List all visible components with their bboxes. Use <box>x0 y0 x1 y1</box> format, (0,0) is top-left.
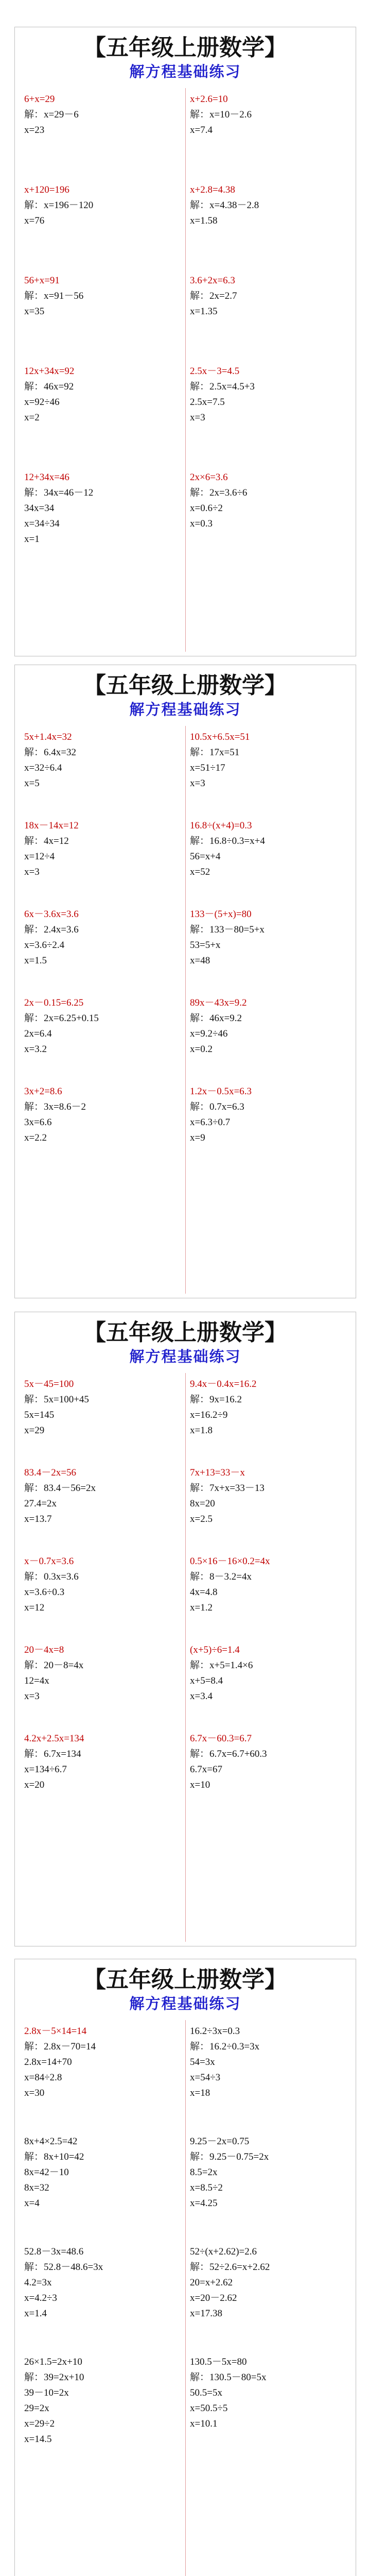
solution-step: x=3.2 <box>24 1044 47 1055</box>
problem-grid <box>24 2024 356 2447</box>
problem-right <box>190 2024 351 2101</box>
solution-step: x=4 <box>24 2198 40 2209</box>
solution-step: x=10.1 <box>190 2418 218 2429</box>
solution-step: x=35 <box>24 306 45 317</box>
solution-step: 20=x+2.62 <box>190 2277 233 2288</box>
solution-step: 解：133－80=5+x <box>190 924 265 935</box>
solution-step: 解：x=196－120 <box>24 200 94 211</box>
solution-step: x=7.4 <box>190 125 213 135</box>
equation: 2x－0.15=6.25 <box>24 997 84 1008</box>
solution-step: 解：9.25－0.75=2x <box>190 2151 269 2162</box>
solution-step: x=0.3 <box>190 518 213 529</box>
solution-step: 解：130.5－80=5x <box>190 2372 267 2383</box>
page-title: 【五年级上册数学】 <box>83 672 287 699</box>
solution-step: 解：16.8÷0.3=x+4 <box>190 836 265 846</box>
solution-step: x=76 <box>24 215 45 226</box>
equation: 1.2x－0.5x=6.3 <box>190 1086 252 1097</box>
solution-step: 解：17x=51 <box>190 747 240 758</box>
solution-step: 8x=42－10 <box>24 2167 69 2178</box>
problem-left <box>24 273 186 319</box>
solution-step: 解：x=29－6 <box>24 109 79 120</box>
solution-step: x=13.7 <box>24 1514 52 1524</box>
solution-step: x=1.8 <box>190 1425 213 1436</box>
solution-step: 解：34x=46－12 <box>24 487 94 498</box>
problem-left <box>24 1554 186 1616</box>
solution-step: 8.5=2x <box>190 2167 218 2178</box>
problem-left <box>24 730 186 791</box>
solution-step: 4.2=3x <box>24 2277 52 2288</box>
solution-step: x=0.6÷2 <box>190 503 223 514</box>
problem-left <box>24 2244 186 2321</box>
page-subtitle: 解方程基础练习 <box>129 701 241 718</box>
page-title: 【五年级上册数学】 <box>83 35 287 61</box>
equation: 16.8÷(x+4)=0.3 <box>190 820 252 831</box>
equation: 20－4x=8 <box>24 1645 64 1655</box>
solution-step: x=52 <box>190 867 210 877</box>
solution-step: 6.7x=67 <box>190 1764 222 1775</box>
solution-step: 12=4x <box>24 1675 49 1686</box>
equation: 52.8－3x=48.6 <box>24 2246 84 2257</box>
column-divider <box>185 2020 186 2576</box>
equation: x+2.6=10 <box>190 94 228 105</box>
equation: 130.5－5x=80 <box>190 2357 247 2367</box>
equation: 6+x=29 <box>24 94 55 105</box>
equation: 4.2x+2.5x=134 <box>24 1733 84 1744</box>
solution-step: 解：2x=2.7 <box>190 291 237 301</box>
page-title: 【五年级上册数学】 <box>83 1967 287 1993</box>
solution-step: 解：2.4x=3.6 <box>24 924 79 935</box>
solution-step: 29=2x <box>24 2403 49 2414</box>
equation: 18x－14x=12 <box>24 820 79 831</box>
solution-step: x=2.2 <box>24 1132 47 1143</box>
equation: 7x+13=33－x <box>190 1467 245 1478</box>
problem-right <box>190 182 351 229</box>
equation: 26×1.5=2x+10 <box>24 2357 82 2367</box>
solution-step: x=1.58 <box>190 215 218 226</box>
solution-step: x=23 <box>24 125 45 135</box>
solution-step: x=16.2÷9 <box>190 1410 228 1420</box>
solution-step: 4x=4.8 <box>190 1587 218 1598</box>
solution-step: x=0.2 <box>190 1044 213 1055</box>
solution-step: 解：9x=16.2 <box>190 1394 242 1405</box>
equation: x+2.8=4.38 <box>190 184 235 195</box>
solution-step: x=9.2÷46 <box>190 1028 228 1039</box>
solution-step: x=29 <box>24 1425 45 1436</box>
solution-step: 5x=145 <box>24 1410 55 1420</box>
problem-right <box>190 1731 351 1793</box>
problem-right <box>190 2354 351 2432</box>
equation: 2x×6=3.6 <box>190 472 228 483</box>
solution-step: 解：39=2x+10 <box>24 2372 84 2383</box>
solution-step: x=6.3÷0.7 <box>190 1117 231 1128</box>
problem-right <box>190 2134 351 2211</box>
problem-right <box>190 1642 351 1704</box>
problem-left <box>24 2134 186 2211</box>
equation: 16.2÷3x=0.3 <box>190 2026 240 2037</box>
solution-step: x=4.2÷3 <box>24 2293 57 2303</box>
equation: 8x+4×2.5=42 <box>24 2136 78 2147</box>
solution-step: x=12÷4 <box>24 851 55 862</box>
solution-step: x=84÷2.8 <box>24 2072 62 2083</box>
problem-right <box>190 907 351 969</box>
problem-right <box>190 92 351 138</box>
equation: 9.4x－0.4x=16.2 <box>190 1379 257 1389</box>
problem-left <box>24 470 186 547</box>
solution-step: x=54÷3 <box>190 2072 221 2083</box>
solution-step: 解：4x=12 <box>24 836 69 846</box>
solution-step: x=9 <box>190 1132 205 1143</box>
solution-step: x=1.35 <box>190 306 218 317</box>
column-divider <box>185 726 186 1294</box>
problem-right <box>190 1377 351 1438</box>
solution-step: 解：16.2÷0.3=3x <box>190 2041 260 2052</box>
solution-step: x=3.6÷0.3 <box>24 1587 65 1598</box>
equation: 56+x=91 <box>24 275 60 286</box>
problem-grid <box>24 730 356 1146</box>
problem-right <box>190 470 351 532</box>
solution-step: x=3.4 <box>190 1691 213 1702</box>
equation: 133－(5+x)=80 <box>190 909 252 920</box>
solution-step: x=3 <box>24 1691 40 1702</box>
solution-step: x=92÷46 <box>24 397 60 408</box>
problem-right <box>190 2244 351 2321</box>
solution-step: 8x=20 <box>190 1498 215 1509</box>
solution-step: 解：52.8－48.6=3x <box>24 2262 103 2273</box>
problem-left <box>24 1642 186 1704</box>
problem-right <box>190 995 351 1057</box>
worksheet-page <box>14 665 356 1298</box>
problem-left <box>24 995 186 1057</box>
solution-step: 50.5=5x <box>190 2387 222 2398</box>
solution-step: 解：0.7x=6.3 <box>190 1101 244 1112</box>
solution-step: x=34÷34 <box>24 518 60 529</box>
equation: x+120=196 <box>24 184 69 195</box>
solution-step: x=17.38 <box>190 2308 222 2319</box>
solution-step: x=5 <box>24 778 40 789</box>
solution-step: x=12 <box>24 1602 45 1613</box>
equation: 89x－43x=9.2 <box>190 997 247 1008</box>
equation: 9.25－2x=0.75 <box>190 2136 250 2147</box>
equation: 3.6+2x=6.3 <box>190 275 235 286</box>
solution-step: 34x=34 <box>24 503 55 514</box>
solution-step: x=32÷6.4 <box>24 762 62 773</box>
equation: 83.4－2x=56 <box>24 1467 76 1478</box>
solution-step: x=14.5 <box>24 2434 52 2445</box>
solution-step: 解：6.4x=32 <box>24 747 76 758</box>
solution-step: x=3 <box>190 778 205 789</box>
problem-left <box>24 1084 186 1146</box>
problem-left <box>24 818 186 880</box>
solution-step: 解：2x=3.6÷6 <box>190 487 248 498</box>
equation: 2.5x－3=4.5 <box>190 366 240 377</box>
solution-step: x=20 <box>24 1780 45 1790</box>
equation: 6.7x－60.3=6.7 <box>190 1733 252 1744</box>
equation: 0.5×16－16×0.2=4x <box>190 1556 270 1567</box>
equation: 10.5x+6.5x=51 <box>190 732 250 742</box>
worksheet-page <box>14 1959 356 2576</box>
problem-right <box>190 818 351 880</box>
solution-step: 解：6.7x=6.7+60.3 <box>190 1749 267 1759</box>
equation: 5x－45=100 <box>24 1379 74 1389</box>
problem-left <box>24 364 186 426</box>
solution-step: 解：7x+x=33－13 <box>190 1483 265 1494</box>
solution-step: x=3 <box>190 412 205 423</box>
problem-right <box>190 364 351 426</box>
problem-right <box>190 1465 351 1527</box>
equation: 12x+34x=92 <box>24 366 75 377</box>
problem-right <box>190 1554 351 1616</box>
page-subtitle: 解方程基础练习 <box>129 1348 241 1365</box>
page-subtitle: 解方程基础练习 <box>129 63 241 80</box>
problem-left <box>24 907 186 969</box>
solution-step: 解：2x=6.25+0.15 <box>24 1013 99 1024</box>
problem-left <box>24 1731 186 1793</box>
equation: 2.8x－5×14=14 <box>24 2026 87 2037</box>
solution-step: x=50.5÷5 <box>190 2403 228 2414</box>
solution-step: 解：8x+10=42 <box>24 2151 84 2162</box>
solution-step: x=51÷17 <box>190 762 225 773</box>
solution-step: x=20－2.62 <box>190 2293 237 2303</box>
solution-step: 解：3x=8.6－2 <box>24 1101 86 1112</box>
solution-step: x=4.25 <box>190 2198 218 2209</box>
solution-step: x=1.5 <box>24 955 47 966</box>
solution-step: 解：20－8=4x <box>24 1660 84 1671</box>
page-title: 【五年级上册数学】 <box>83 1319 287 1346</box>
solution-step: x=10 <box>190 1780 210 1790</box>
problem-right <box>190 273 351 319</box>
column-divider <box>185 1373 186 1942</box>
solution-step: x=3 <box>24 867 40 877</box>
problem-grid <box>24 1377 356 1793</box>
solution-step: 解：83.4－56=2x <box>24 1483 96 1494</box>
equation: x－0.7x=3.6 <box>24 1556 74 1567</box>
solution-step: x=30 <box>24 2088 45 2098</box>
solution-step: 39－10=2x <box>24 2387 69 2398</box>
problem-left <box>24 2354 186 2447</box>
page-subtitle: 解方程基础练习 <box>129 1995 241 2012</box>
solution-step: 解：x=10－2.6 <box>190 109 252 120</box>
solution-step: 解：0.3x=3.6 <box>24 1571 79 1582</box>
solution-step: 解：46x=9.2 <box>190 1013 242 1024</box>
solution-step: 解：52÷2.6=x+2.62 <box>190 2262 270 2273</box>
solution-step: 56=x+4 <box>190 851 221 862</box>
solution-step: 解：x=4.38－2.8 <box>190 200 259 211</box>
problem-right <box>190 1084 351 1146</box>
solution-step: 53=5+x <box>190 940 221 951</box>
solution-step: 8x=32 <box>24 2182 49 2193</box>
column-divider <box>185 88 186 652</box>
solution-step: 解：x=91－56 <box>24 291 84 301</box>
solution-step: x=18 <box>190 2088 210 2098</box>
solution-step: x=48 <box>190 955 210 966</box>
solution-step: 解：2.5x=4.5+3 <box>190 381 255 392</box>
worksheet-page <box>14 27 356 656</box>
problem-left <box>24 92 186 138</box>
solution-step: 解：8－3.2=4x <box>190 1571 252 1582</box>
problem-left <box>24 2024 186 2101</box>
solution-step: 54=3x <box>190 2057 215 2067</box>
equation: 52÷(x+2.62)=2.6 <box>190 2246 257 2257</box>
equation: 3x+2=8.6 <box>24 1086 62 1097</box>
solution-step: x=134÷6.7 <box>24 1764 67 1775</box>
solution-step: x=1.4 <box>24 2308 47 2319</box>
solution-step: 2.5x=7.5 <box>190 397 225 408</box>
equation: (x+5)÷6=1.4 <box>190 1645 240 1655</box>
problem-left <box>24 182 186 229</box>
solution-step: 解：2.8x－70=14 <box>24 2041 96 2052</box>
solution-step: x=3.6÷2.4 <box>24 940 65 951</box>
solution-step: 2.8x=14+70 <box>24 2057 72 2067</box>
solution-step: 解：5x=100+45 <box>24 1394 89 1405</box>
worksheet-page <box>14 1312 356 1946</box>
solution-step: x=29÷2 <box>24 2418 55 2429</box>
equation: 12+34x=46 <box>24 472 69 483</box>
solution-step: 解：46x=92 <box>24 381 74 392</box>
equation: 5x+1.4x=32 <box>24 732 72 742</box>
solution-step: x=2.5 <box>190 1514 213 1524</box>
solution-step: 解：6.7x=134 <box>24 1749 81 1759</box>
solution-step: x=8.5÷2 <box>190 2182 223 2193</box>
solution-step: 2x=6.4 <box>24 1028 52 1039</box>
equation: 6x－3.6x=3.6 <box>24 909 79 920</box>
problem-right <box>190 730 351 791</box>
solution-step: x=2 <box>24 412 40 423</box>
problem-left <box>24 1377 186 1438</box>
solution-step: 解：x+5=1.4×6 <box>190 1660 253 1671</box>
problem-left <box>24 1465 186 1527</box>
solution-step: x=1.2 <box>190 1602 213 1613</box>
solution-step: 3x=6.6 <box>24 1117 52 1128</box>
solution-step: x+5=8.4 <box>190 1675 223 1686</box>
solution-step: x=1 <box>24 534 40 545</box>
solution-step: 27.4=2x <box>24 1498 57 1509</box>
problem-grid <box>24 92 356 547</box>
